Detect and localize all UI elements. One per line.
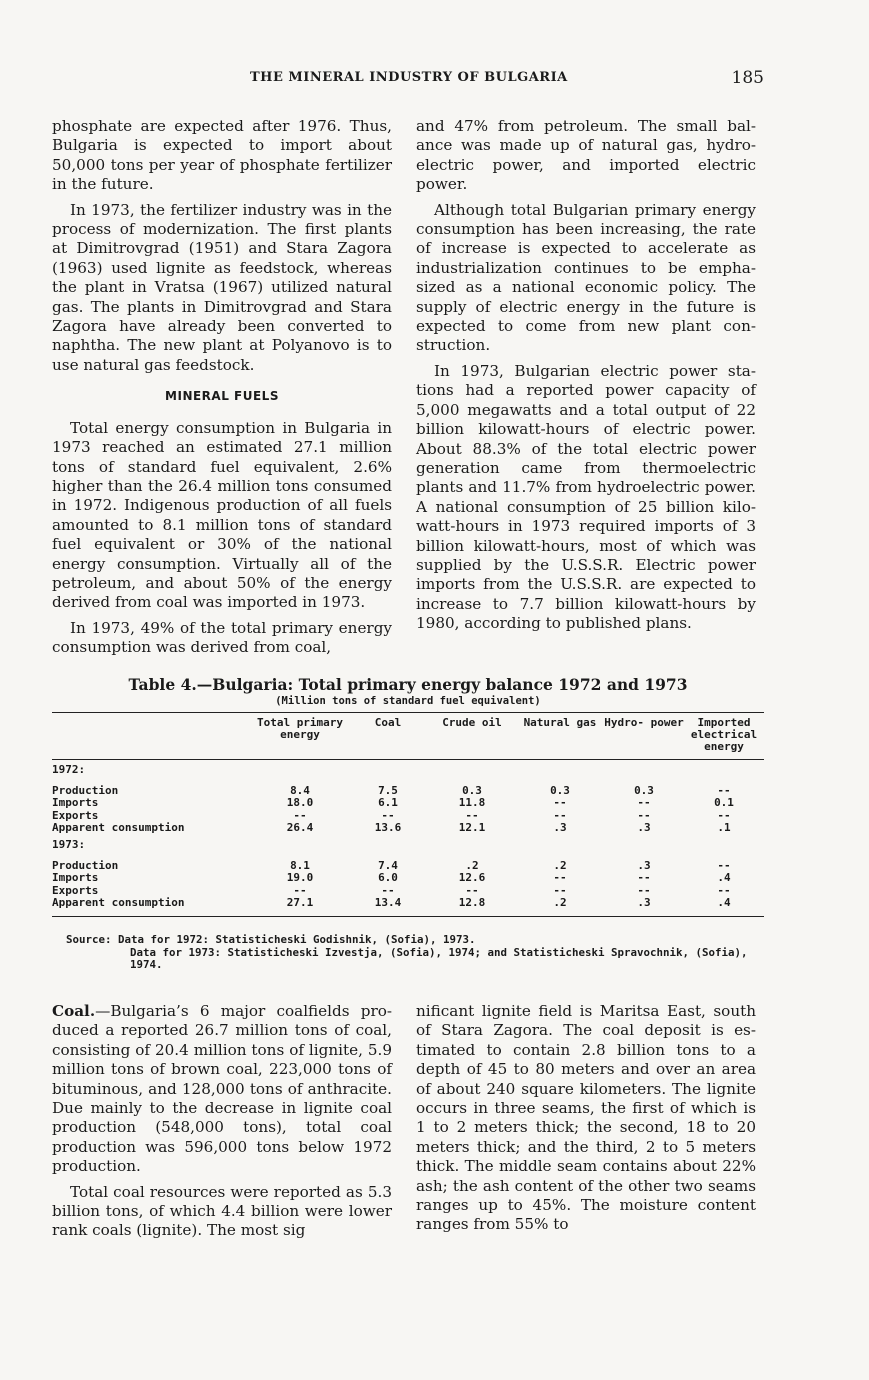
table-row: [52, 897, 764, 916]
table-cell: 12.8: [458, 896, 486, 910]
paragraph: [52, 1002, 392, 1177]
table-row: [52, 872, 764, 885]
table-cell: --: [717, 808, 731, 822]
table-cell: .4: [717, 896, 731, 910]
table-cell: 13.6: [374, 821, 402, 835]
table-cell: --: [293, 808, 307, 822]
table-row: [52, 797, 764, 810]
table-cell: --: [553, 808, 567, 822]
table-cell: .3: [637, 821, 651, 835]
paragraph: In 1973, 49% of the total primary energy consumption was derived from coal,: [52, 618, 392, 657]
table-cell: 0.3: [550, 783, 570, 797]
table-cell: --: [553, 883, 567, 897]
column-header: Hydro- power: [604, 716, 684, 729]
year-label: 1972:: [52, 763, 86, 776]
table-cell: 7.4: [378, 858, 398, 872]
table-cell: 0.1: [714, 796, 734, 810]
table-row: [52, 860, 764, 873]
table-cell: --: [381, 808, 395, 822]
page-number: 185: [731, 68, 764, 88]
row-label: Imports: [52, 796, 99, 810]
table-cell: --: [381, 883, 395, 897]
row-label: Exports: [52, 883, 99, 897]
table-cell: --: [293, 883, 307, 897]
paragraph-text: —Bulgaria’s 6 major coalfields produced a reported 26.7 million tons of coal, consisting of 20.4 million tons of lignite, 5.9 million tons of brown coal, 223,000 tons of bituminous, and 128,000 tons of anthracite. Due mainly to the decrease in lignite coal production (548,000 tons), total coal production was 596,000 tons below 1972 production.: [52, 1002, 392, 1176]
row-label: Production: [52, 783, 119, 797]
row-label: Apparent consumption: [52, 896, 185, 910]
table-cell: --: [637, 883, 651, 897]
table-cell: 8.4: [290, 783, 310, 797]
table-cell: --: [717, 783, 731, 797]
paragraph: and 47% from petroleum. The small balance was made up of natural gas, hydroelectric power, and imported electric power.: [416, 117, 756, 194]
paragraph: Total coal resources were reported as 5.3 billion tons, of which 4.4 billion were lower rank coals (lignite). The most sig: [52, 1182, 392, 1240]
column-header: Coal: [374, 716, 402, 729]
paragraph: phosphate are expected after 1976. Thus, Bulgaria is expected to import about 50,000 tons per year of phosphate fertilizer in the future.: [52, 117, 392, 194]
running-title: THE MINERAL INDUSTRY OF BULGARIA: [250, 70, 568, 85]
table-cell: 12.1: [458, 821, 486, 835]
table-cell: 6.1: [378, 796, 398, 810]
table-cell: --: [637, 808, 651, 822]
column-header: Total primary energy: [256, 716, 344, 741]
column-header: Imported electrical energy: [690, 716, 758, 753]
table-cell: .2: [465, 858, 479, 872]
table-cell: .2: [553, 896, 567, 910]
row-label: Apparent consumption: [52, 821, 185, 835]
paragraph: In 1973, the fertilizer industry was in the process of modernization. The first plants at Dimitrovgrad (1951) and Stara Zagora (1963) used lignite as feedstock, whereas the plant in Vratsa (1967) utilized natural gas. The plants in Dimitrovgrad and Stara Zagora have already been converted to naphtha. The new plant at Polyanovo is to use natural gas feedstock.: [52, 200, 392, 374]
table-cell: .3: [637, 896, 651, 910]
table-cell: --: [717, 883, 731, 897]
section-heading: MINERAL FUELS: [165, 389, 279, 404]
paragraph: Total energy consumption in Bulgaria in 1973 reached an estimated 27.1 million tons of standard fuel equivalent, 2.6% higher than the 26.4 million tons consumed in 1972. Indigenous production of all fuels amounted to 8.1 million tons of standard fuel equivalent or 30% of the national energy consumption. Virtually all of the petroleum, and about 50% of the energy derived from coal was imported in 1973.: [52, 418, 392, 612]
table-cell: --: [465, 808, 479, 822]
table-cell: --: [637, 796, 651, 810]
table-cell: 26.4: [286, 821, 314, 835]
table-cell: 8.1: [290, 858, 310, 872]
table-cell: --: [553, 796, 567, 810]
table-cell: --: [465, 883, 479, 897]
table-cell: .2: [553, 858, 567, 872]
energy-balance-table: [52, 712, 764, 917]
column-header: [52, 713, 252, 760]
table-subtitle: (Million tons of standard fuel equivalent): [275, 695, 541, 707]
row-label: Production: [52, 858, 119, 872]
table-title: Table 4.—Bulgaria: Total primary energy balance 1972 and 1973: [128, 675, 688, 694]
year-label: 1973:: [52, 837, 86, 851]
paragraph: In 1973, Bulgarian electric power stations had a reported power capacity of 5,000 megawatts and a total output of 22 billion kilowatt-hours of electric power. About 88.3% of the total electric power generation came from thermoelectric plants and 11.7% from hydroelectric power. A national consumption of 25 billion kilowatt-hours in 1973 required imports of 3 billion kilowatt-hours, most of which was supplied by the U.S.S.R. Electric power imports from the U.S.S.R. are expected to increase to 7.7 billion kilowatt-hours by 1980, according to published plans.: [416, 361, 756, 633]
paragraph: nificant lignite field is Maritsa East, south of Stara Zagora. The coal deposit is estimated to contain 2.8 billion tons to a depth of 45 to 80 meters and over an area of about 240 square kilometers. The lignite occurs in three seams, the first of which is 1 to 2 meters thick; the second, 18 to 20 meters thick; and the third, 2 to 5 meters thick. The middle seam contains about 22% ash; the ash content of the other two seams ranges up to 45%. The moisture content ranges from 55% to: [416, 1002, 756, 1234]
table-cell: 6.0: [378, 871, 398, 885]
table-cell: 7.5: [378, 783, 398, 797]
right-column-bottom: [416, 1002, 756, 1241]
table-cell: 0.3: [634, 783, 654, 797]
table-cell: --: [717, 858, 731, 872]
table-row: [52, 785, 764, 798]
table-cell: 27.1: [286, 896, 314, 910]
run-in-heading: Coal.: [52, 1002, 96, 1020]
table-cell: 11.8: [458, 796, 486, 810]
table-source-note: [66, 934, 766, 972]
right-column-top: [416, 117, 756, 640]
table-cell: --: [553, 871, 567, 885]
table-cell: .3: [553, 821, 567, 835]
paragraph: Although total Bulgarian primary energy consumption has been increasing, the rate of increase is expected to accelerate as industrialization continues to be emphasized as a national economic policy. The supply of electric energy in the future is expected to come from new plant construction.: [416, 200, 756, 355]
table-cell: 13.4: [374, 896, 402, 910]
column-header: Crude oil: [442, 716, 502, 729]
page-header: [52, 68, 764, 92]
table-row: [52, 822, 764, 835]
left-column-bottom: [52, 1002, 392, 1247]
table-cell: --: [637, 871, 651, 885]
column-header: Natural gas: [523, 716, 597, 729]
table-cell: 18.0: [286, 796, 314, 810]
table-cell: 19.0: [286, 871, 314, 885]
table-cell: .3: [637, 858, 651, 872]
source-line: Data for 1973: Statisticheski Izvestja, (Sofia), 1974; and Statisticheski Spravochnik, (Sofia), 1974.: [130, 945, 748, 971]
table-cell: .4: [717, 871, 731, 885]
row-label: Exports: [52, 808, 99, 822]
left-column-top: [52, 117, 392, 664]
energy-balance-table-block: [52, 675, 764, 917]
row-label: Imports: [52, 871, 99, 885]
table-cell: 12.6: [458, 871, 486, 885]
table-cell: 0.3: [462, 783, 482, 797]
table-cell: .1: [717, 821, 731, 835]
source-line: Source: Data for 1972: Statisticheski Godishnik, (Sofia), 1973.: [66, 933, 476, 946]
